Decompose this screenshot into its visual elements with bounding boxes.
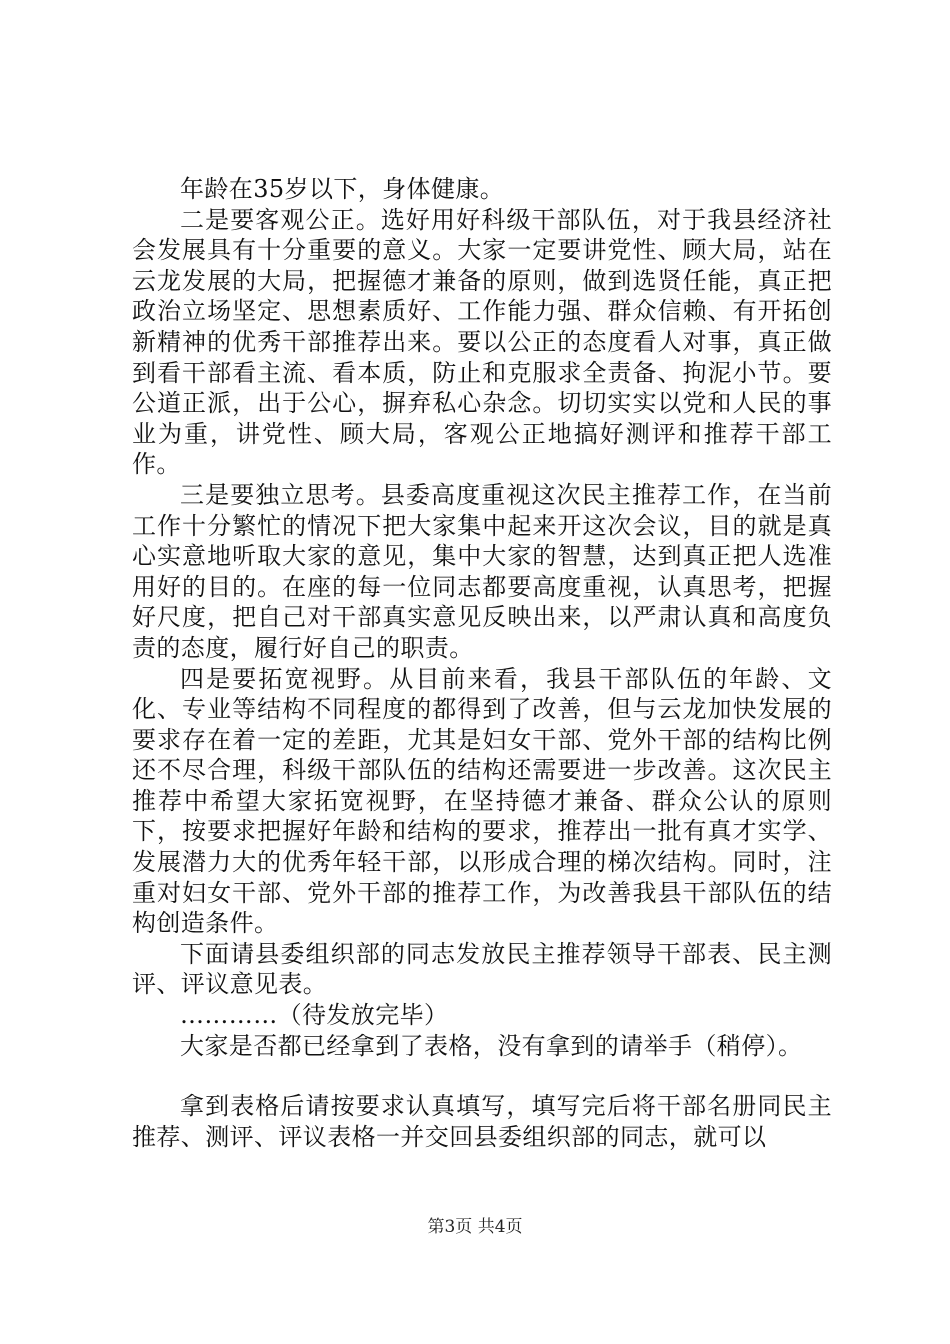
- paragraph-check-forms: 大家是否都已经拿到了表格，没有拿到的请举手（稍停）。: [180, 1031, 803, 1060]
- document-body: [132, 174, 832, 1152]
- paragraph-independent-thinking: 三是要独立思考。县委高度重视这次民主推荐工作，在当前工作十分繁忙的情况下把大家集中起来开这次会议，目的就是真心实意地听取大家的意见，集中大家的智慧，达到真正把人选准用好的目的。在座的每一位同志都要高度重视，认真思考，把握好尺度，把自己对干部真实意见反映出来，以严肃认真和高度负责的态度，履行好自己的职责。: [132, 480, 832, 662]
- page-number: 第3页 共4页: [427, 1217, 523, 1237]
- paragraph-objective-fairness: 二是要客观公正。选好用好科级干部队伍，对于我县经济社会发展具有十分重要的意义。大家一定要讲党性、顾大局，站在云龙发展的大局，把握德才兼备的原则，做到选贤任能，真正把政治立场坚定、思想素质好、工作能力强、群众信赖、有开拓创新精神的优秀干部推荐出来。要以公正的态度看人对事，真正做到看干部看主流、看本质，防止和克服求全责备、拘泥小节。要公道正派，出于公心，摒弃私心杂念。切切实实以党和人民的事业为重，讲党性、顾大局，客观公正地搞好测评和推荐干部工作。: [132, 205, 832, 479]
- paragraph-spacer: [132, 1061, 832, 1091]
- paragraph-broaden-vision: 四是要拓宽视野。从目前来看，我县干部队伍的年龄、文化、专业等结构不同程度的都得到了改善，但与云龙加快发展的要求存在着一定的差距，尤其是妇女干部、党外干部的结构比例还不尽合理，科级干部队伍的结构还需要进一步改善。这次民主推荐中希望大家拓宽视野，在坚持德才兼备、群众公认的原则下，按要求把握好年龄和结构的要求，推荐出一批有真才实学、发展潜力大的优秀年轻干部，以形成合理的梯次结构。同时，注重对妇女干部、党外干部的推荐工作，为改善我县干部队伍的结构创造条件。: [132, 664, 832, 938]
- paragraph-fill-instructions: 拿到表格后请按要求认真填写，填写完后将干部名册同民主推荐、测评、评议表格一并交回县委组织部的同志，就可以: [132, 1092, 832, 1151]
- paragraph-distribute-forms: 下面请县委组织部的同志发放民主推荐领导干部表、民主测评、评议意见表。: [132, 939, 832, 999]
- paragraph-age-requirement: 年龄在35岁以下，身体健康。: [180, 175, 505, 203]
- paragraph-pending-distribution: …………（待发放完毕）: [180, 1001, 449, 1030]
